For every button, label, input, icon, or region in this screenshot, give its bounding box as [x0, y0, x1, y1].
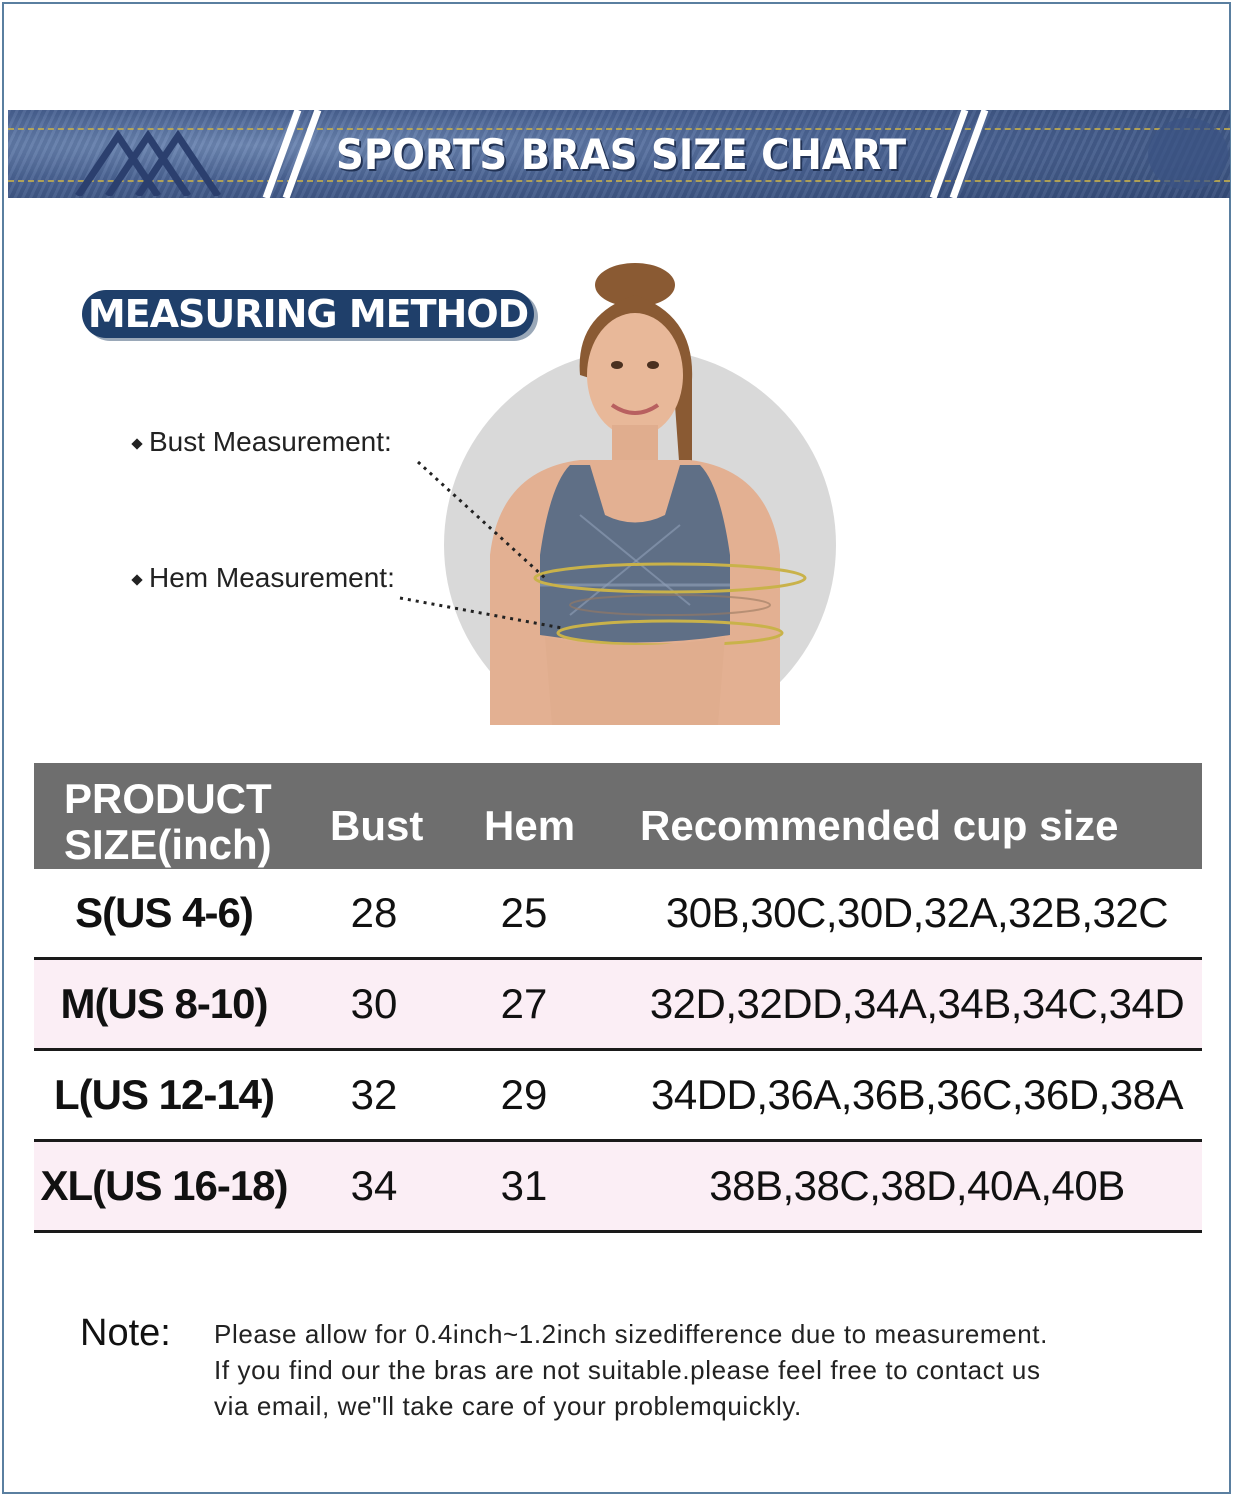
table-row: [34, 1142, 1202, 1233]
hem-cell: 31: [500, 1162, 548, 1209]
size-cell: S(US 4-6): [75, 889, 253, 936]
note-line: Please allow for 0.4inch~1.2inch sizedifference due to measurement.: [214, 1319, 1048, 1349]
header-product-size: [64, 776, 272, 868]
hem-cell: 27: [500, 980, 548, 1027]
size-cell: XL(US 16-18): [40, 1162, 288, 1209]
note-label: Note:: [80, 1312, 171, 1354]
bust-cell: 30: [350, 980, 398, 1027]
banner-title: SPORTS BRAS SIZE CHART: [336, 130, 907, 179]
hem-cell: 25: [500, 889, 548, 936]
cup-cell: 30B,30C,30D,32A,32B,32C: [665, 889, 1169, 936]
bust-cell: 28: [350, 889, 398, 936]
note-line: via email, we"ll take care of your problemquickly.: [214, 1391, 802, 1421]
cup-cell: 38B,38C,38D,40A,40B: [709, 1162, 1125, 1209]
bust-cell: 34: [350, 1162, 398, 1209]
bust-cell: 32: [350, 1071, 398, 1118]
size-table: [34, 763, 1202, 1233]
hem-cell: 29: [500, 1071, 548, 1118]
measuring-method-title: MEASURING METHOD: [82, 290, 534, 338]
cup-cell: 34DD,36A,36B,36C,36D,38A: [650, 1071, 1183, 1118]
cup-cell: 32D,32DD,34A,34B,34C,34D: [649, 980, 1185, 1027]
header-product-line1: PRODUCT: [64, 775, 272, 822]
page-frame: [2, 2, 1231, 1494]
note-text: [214, 1316, 1174, 1424]
header-bust: Bust: [330, 802, 424, 849]
table-row: [34, 960, 1202, 1051]
diamond-bullet-icon: [131, 438, 142, 449]
model-photo: [430, 255, 850, 725]
header-product-line2: SIZE(inch): [64, 821, 272, 868]
table-header-row: [34, 763, 1202, 869]
size-cell: M(US 8-10): [60, 980, 268, 1027]
hem-measurement-label: [133, 562, 395, 594]
size-cell: L(US 12-14): [53, 1071, 275, 1118]
banner-texture-icon: [1128, 110, 1228, 198]
hem-measurement-text: Hem Measurement:: [149, 562, 395, 593]
banner-slash-left-icon: [236, 110, 336, 198]
note-line: If you find our the bras are not suitable.please feel free to contact us: [214, 1355, 1041, 1385]
banner-slash-right-icon: [913, 110, 1013, 198]
diamond-bullet-icon: [131, 574, 142, 585]
table-row: [34, 1051, 1202, 1142]
bust-measurement-text: Bust Measurement:: [149, 426, 392, 457]
header-cup-size: Recommended cup size: [640, 802, 1119, 849]
header-banner: [8, 110, 1230, 198]
bust-measurement-label: [133, 426, 392, 458]
table-row: [34, 869, 1202, 960]
header-hem: Hem: [484, 802, 576, 849]
brand-logo-icon: [68, 116, 248, 196]
